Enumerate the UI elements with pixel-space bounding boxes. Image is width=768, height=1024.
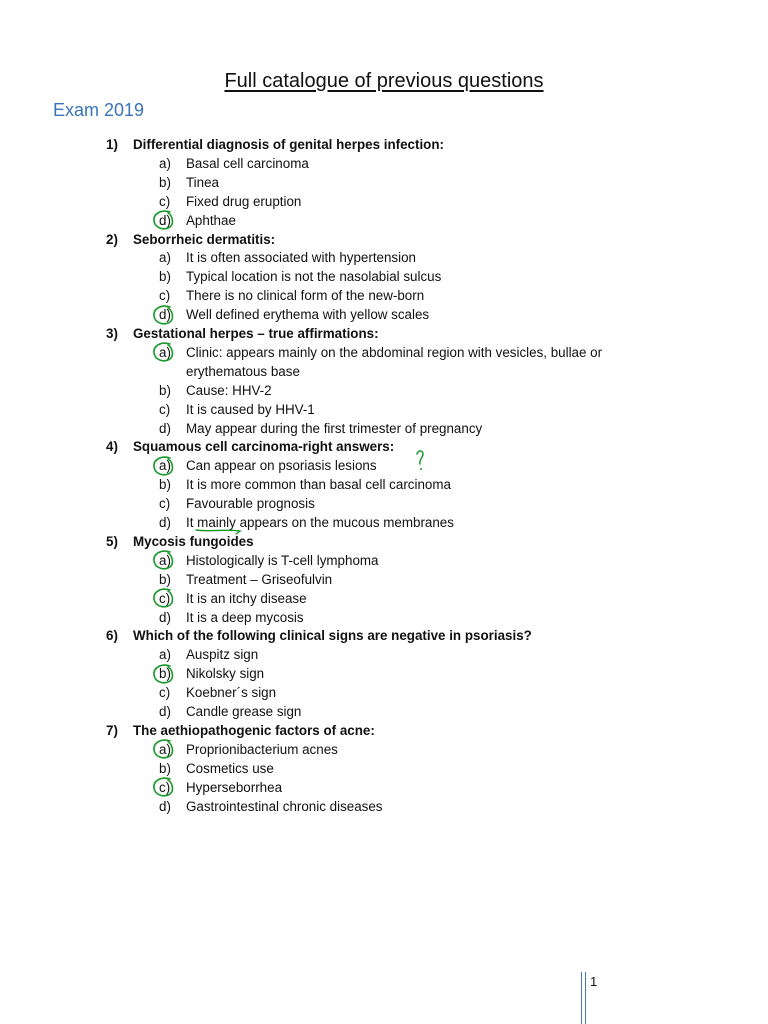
question-line <box>0 722 768 741</box>
option-text: It is an itchy disease <box>186 590 307 606</box>
answer-option <box>0 798 768 817</box>
answer-option <box>0 571 768 590</box>
question-number: 1) <box>106 137 118 152</box>
option-text: Favourable prognosis <box>186 496 315 512</box>
page-number: 1 <box>590 974 598 989</box>
option-letter: d) <box>159 307 171 323</box>
option-text: Hyperseborrhea <box>186 779 283 795</box>
answer-option <box>0 476 768 495</box>
answer-options <box>0 457 768 533</box>
option-letter: c) <box>159 685 171 701</box>
option-letter: d) <box>159 609 171 625</box>
option-letter: b) <box>159 760 171 776</box>
option-letter: b) <box>159 174 171 190</box>
option-letter: a) <box>159 344 171 360</box>
answer-options <box>0 249 768 325</box>
answer-options <box>0 552 768 628</box>
question-number: 5) <box>106 533 118 549</box>
option-letter: a) <box>159 250 171 266</box>
answer-option <box>0 457 768 476</box>
question-item <box>0 231 768 326</box>
option-text: Typical location is not the nasolabial sulcus <box>186 269 442 285</box>
question-item <box>0 438 768 533</box>
question-list <box>0 136 768 817</box>
option-text: Histologically is T-cell lymphoma <box>186 552 379 568</box>
option-letter: a) <box>159 458 171 474</box>
question-text: Mycosis fungoides <box>133 533 254 549</box>
option-text: It is more common than basal cell carcinoma <box>186 477 451 493</box>
option-text: It is caused by HHV-1 <box>186 401 315 417</box>
option-letter: c) <box>159 590 171 606</box>
option-letter: d) <box>159 420 171 436</box>
option-text: Koebner´s sign <box>186 685 277 701</box>
option-letter: d) <box>159 704 171 720</box>
option-text: Clinic: appears mainly on the abdominal region with vesicles, bullae or erythematous base <box>186 344 603 379</box>
answer-option <box>0 155 768 174</box>
question-number: 6) <box>106 628 118 644</box>
question-number: 3) <box>106 326 118 342</box>
question-text: Gestational herpes – true affirmations: <box>133 326 379 342</box>
answer-option <box>0 344 768 382</box>
option-text: May appear during the first trimester of pregnancy <box>186 420 483 436</box>
question-line <box>0 627 768 646</box>
answer-option <box>0 684 768 703</box>
option-text: Cause: HHV-2 <box>186 382 272 398</box>
answer-option <box>0 609 768 628</box>
option-text: There is no clinical form of the new-born <box>186 288 425 304</box>
option-text: Tinea <box>186 174 219 190</box>
question-line <box>0 231 768 250</box>
option-letter: b) <box>159 269 171 285</box>
answer-option <box>0 212 768 231</box>
question-item <box>0 136 768 231</box>
option-letter: c) <box>159 779 171 795</box>
answer-options <box>0 741 768 817</box>
option-letter: c) <box>159 401 171 417</box>
answer-option <box>0 665 768 684</box>
question-text: Differential diagnosis of genital herpes infection: <box>133 137 444 152</box>
option-text: Cosmetics use <box>186 760 274 776</box>
option-text: Can appear on psoriasis lesions <box>186 458 377 474</box>
question-item <box>0 533 768 628</box>
option-letter: a) <box>159 741 171 757</box>
option-text: Auspitz sign <box>186 647 259 663</box>
option-text: It mainly appears on the mucous membranes <box>186 515 454 531</box>
answer-option <box>0 741 768 760</box>
option-letter: a) <box>159 552 171 568</box>
answer-option <box>0 420 768 439</box>
question-item <box>0 325 768 438</box>
answer-option <box>0 268 768 287</box>
option-letter: b) <box>159 382 171 398</box>
option-letter: c) <box>159 193 171 209</box>
answer-option <box>0 760 768 779</box>
question-text: The aethiopathogenic factors of acne: <box>133 723 375 738</box>
option-text: Well defined erythema with yellow scales <box>186 307 430 323</box>
answer-option <box>0 401 768 420</box>
answer-option <box>0 590 768 609</box>
question-number: 2) <box>106 231 118 247</box>
option-text: Fixed drug eruption <box>186 193 302 209</box>
option-text: Aphthae <box>186 212 236 228</box>
answer-options <box>0 646 768 722</box>
question-line <box>0 533 768 552</box>
answer-option <box>0 193 768 212</box>
answer-option <box>0 249 768 268</box>
answer-option <box>0 552 768 571</box>
answer-option <box>0 514 768 533</box>
question-text: Which of the following clinical signs are negative in psoriasis? <box>133 628 532 644</box>
answer-option <box>0 703 768 722</box>
option-letter: a) <box>159 155 171 171</box>
option-letter: d) <box>159 798 171 814</box>
option-text: Gastrointestinal chronic diseases <box>186 798 383 814</box>
option-text: Proprionibacterium acnes <box>186 741 338 757</box>
answer-option <box>0 382 768 401</box>
option-text: Candle grease sign <box>186 704 302 720</box>
question-number: 7) <box>106 723 118 738</box>
answer-option <box>0 287 768 306</box>
option-letter: a) <box>159 647 171 663</box>
answer-option <box>0 174 768 193</box>
question-text: Squamous cell carcinoma-right answers: <box>133 439 395 455</box>
option-letter: c) <box>159 496 171 512</box>
question-line <box>0 325 768 344</box>
option-letter: d) <box>159 212 171 228</box>
option-letter: b) <box>159 477 171 493</box>
question-line <box>0 438 768 457</box>
answer-options <box>0 155 768 231</box>
option-letter: b) <box>159 571 171 587</box>
question-text: Seborrheic dermatitis: <box>133 231 276 247</box>
question-line <box>0 136 768 155</box>
option-text: Treatment – Griseofulvin <box>186 571 333 587</box>
option-letter: c) <box>159 288 171 304</box>
answer-option <box>0 779 768 798</box>
option-letter: d) <box>159 515 171 531</box>
option-text: Basal cell carcinoma <box>186 155 309 171</box>
page-number-rule <box>581 972 586 1024</box>
question-item <box>0 722 768 817</box>
option-text: It is often associated with hypertension <box>186 250 417 266</box>
section-heading: Exam 2019 <box>53 100 145 120</box>
question-item <box>0 627 768 722</box>
question-number: 4) <box>106 439 118 455</box>
answer-option <box>0 495 768 514</box>
document-title: Full catalogue of previous questions <box>224 70 544 92</box>
option-text: It is a deep mycosis <box>186 609 304 625</box>
option-text: Nikolsky sign <box>186 666 265 682</box>
option-letter: b) <box>159 666 171 682</box>
answer-options <box>0 344 768 439</box>
answer-option <box>0 306 768 325</box>
answer-option <box>0 646 768 665</box>
